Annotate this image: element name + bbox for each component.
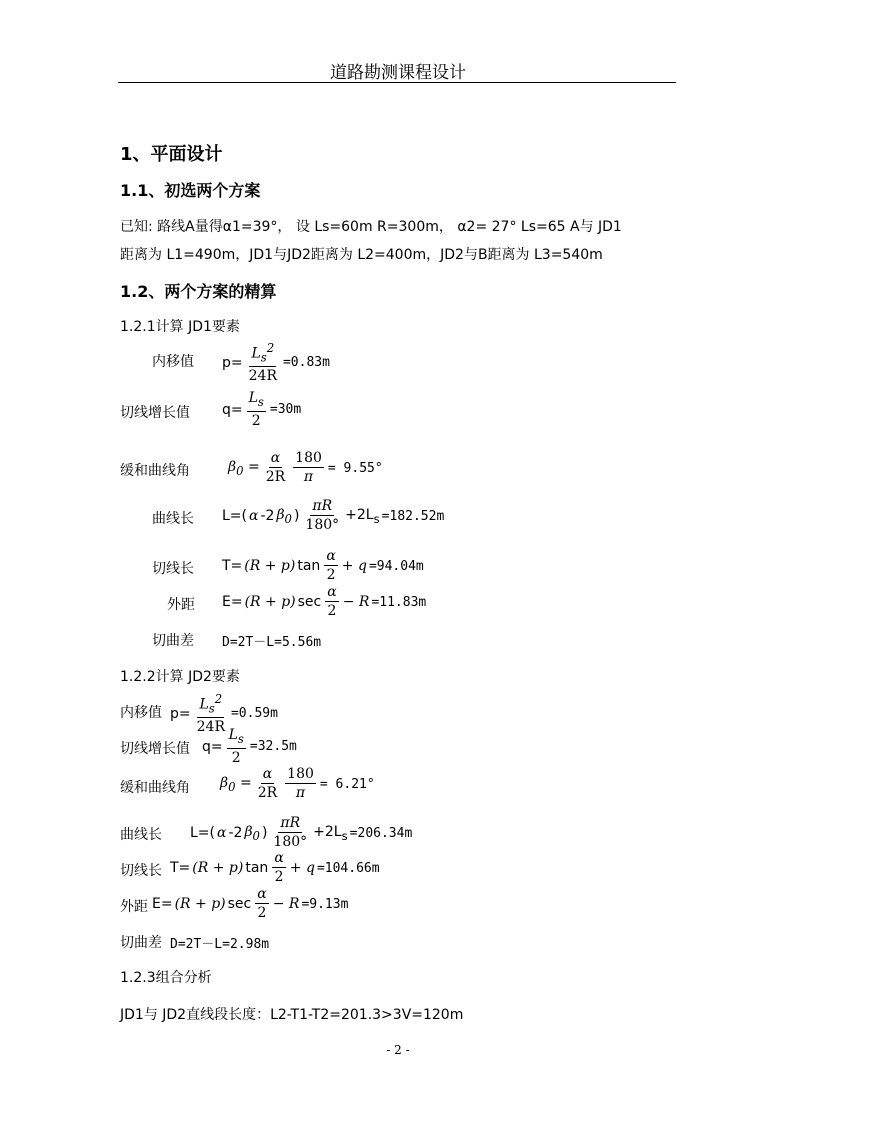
fraction: $\frac{\alpha}{2}$ — [274, 850, 284, 885]
jd2-L-formula: L=( α -2 $\beta_0$ ) $\frac{\pi R}{180^\circ}$ $+2L_s$ =206.34m — [190, 815, 413, 850]
jd1-L-label: 曲线长 — [152, 511, 194, 527]
page-number: - 2 - — [386, 1043, 410, 1057]
section-heading-1-2: 1.2、两个方案的精算 — [120, 282, 277, 301]
jd2-q-formula: q= $\frac{L_s}{2}$ =32.5m — [202, 727, 297, 766]
jd1-p-label: 内移值 — [152, 354, 194, 370]
jd2-q-label: 切线增长值 — [120, 741, 190, 757]
fraction: $\frac{\alpha}{2R}$ — [257, 766, 278, 801]
jd1-E-formula: E= (R + p) sec $\frac{\alpha}{2}$ − R =11.83m — [222, 584, 427, 619]
jd1-p-formula: p= $\frac{L_s^2}{24R}$ =0.83m — [222, 341, 330, 385]
section-heading-1-1: 1.1、初选两个方案 — [120, 181, 261, 200]
jd1-beta-formula: $\beta_0$ = $\frac{\alpha}{2R}$ $\frac{180}{\pi}$ = 9.55° — [228, 450, 383, 485]
jd2-p-formula: p= $\frac{L_s^2}{24R}$ =0.59m — [170, 692, 278, 736]
jd1-D-formula: D=2T－L=5.56m — [222, 635, 322, 650]
fraction: $\frac{\alpha}{2R}$ — [265, 450, 286, 485]
jd1-T-formula: T= (R + p) tan $\frac{\alpha}{2}$ + q =94.04m — [222, 548, 424, 583]
jd2-T-formula: T= (R + p) tan $\frac{\alpha}{2}$ + q =104.66m — [170, 850, 380, 885]
jd1-E-label: 外距 — [167, 597, 195, 613]
fraction: $\frac{L_s^2}{24R}$ — [248, 341, 277, 385]
fraction: $\frac{L_s^2}{24R}$ — [196, 692, 225, 736]
jd2-E-formula: E= (R + p) sec $\frac{\alpha}{2}$ − R =9.13m — [152, 886, 349, 921]
fraction: $\frac{180}{\pi}$ — [287, 766, 314, 801]
jd2-D-formula: D=2T－L=2.98m — [170, 937, 270, 952]
section-heading-1-2-2: 1.2.2计算 JD2要素 — [120, 669, 240, 685]
fraction: $\frac{\pi R}{180^\circ}$ — [305, 498, 340, 533]
jd2-beta-formula: $\beta_0$ = $\frac{\alpha}{2R}$ $\frac{180}{\pi}$ = 6.21° — [220, 766, 375, 801]
fraction: $\frac{\alpha}{2}$ — [257, 886, 267, 921]
tangent-length-line: JD1与 JD2直线段长度：L2-T1-T2=201.3>3V=120m — [120, 1007, 464, 1023]
fraction: $\frac{L_s}{2}$ — [228, 727, 244, 766]
header-rule — [118, 82, 676, 83]
jd2-beta-label: 缓和曲线角 — [120, 780, 190, 796]
fraction: $\frac{\pi R}{180^\circ}$ — [273, 815, 308, 850]
fraction: $\frac{\alpha}{2}$ — [326, 548, 336, 583]
jd1-D-label: 切曲差 — [152, 633, 194, 649]
section-heading-1-2-1: 1.2.1计算 JD1要素 — [120, 319, 240, 335]
jd1-T-label: 切线长 — [152, 561, 194, 577]
jd2-E-label: 外距 — [120, 899, 148, 915]
jd2-L-label: 曲线长 — [120, 827, 162, 843]
section-heading-1-2-3: 1.2.3组合分析 — [120, 970, 212, 986]
given-line-2: 距离为 L1=490m，JD1与JD2距离为 L2=400m，JD2与B距离为 L3=540m — [120, 247, 603, 263]
jd1-q-formula: q= $\frac{L_s}{2}$ =30m — [222, 390, 302, 429]
fraction: $\frac{180}{\pi}$ — [295, 450, 322, 485]
page-header-title: 道路勘测课程设计 — [330, 63, 466, 83]
jd2-D-label: 切曲差 — [120, 935, 162, 951]
given-line-1: 已知: 路线A量得α1=39°， 设 Ls=60m R=300m， α2= 27° Ls=65 A与 JD1 — [120, 219, 622, 235]
fraction: $\frac{L_s}{2}$ — [248, 390, 264, 429]
jd1-beta-label: 缓和曲线角 — [120, 463, 190, 479]
fraction: $\frac{\alpha}{2}$ — [327, 584, 337, 619]
jd2-T-label: 切线长 — [120, 863, 162, 879]
section-heading-1: 1、平面设计 — [120, 144, 223, 165]
jd1-L-formula: L=( α -2 $\beta_0$ ) $\frac{\pi R}{180^\circ}$ $+2L_s$ =182.52m — [222, 498, 445, 533]
jd1-q-label: 切线增长值 — [120, 405, 190, 421]
jd2-p-label: 内移值 — [120, 705, 162, 721]
